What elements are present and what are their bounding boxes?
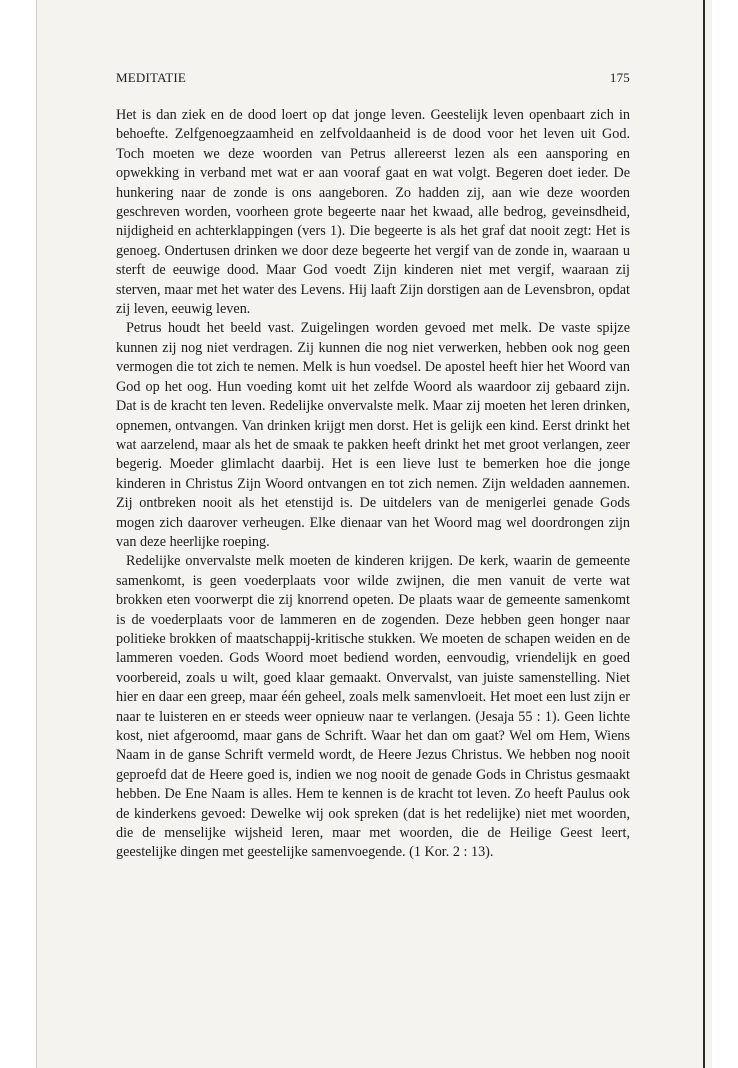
running-header-title: MEDITATIE [116, 70, 187, 85]
scan-left-margin [0, 0, 37, 1068]
scan-right-border-line [703, 0, 705, 1068]
paragraph: Het is dan ziek en de dood loert op dat jonge leven. Geestelijk leven openbaart zich in behoefte. Zelfgenoegzaamheid en zelfvoldaanheid is de dood voor het leven uit God. Toch moeten we deze woorden van Petrus allereerst lezen als een aansporing en opwekking in verband met wat er aan vooraf gaat en wat volgt. Begeren doet ieder. De hunkering naar de zonde is ons aangeboren. Zo hadden zij, aan wie deze woorden geschreven worden, voorheen grote begeerte naar het kwaad, alle bedrog, geveinsdheid, nijdigheid en achterklappingen (vers 1). Die begeerte is als het graf dat nooit zegt: Het is genoeg. Ondertusen drinken we door deze begeerte het vergif van de zonde in, waaraan u sterft de eeuwige dood. Maar God voedt Zijn kinderen niet met vergif, waaraan zij sterven, maar met het water des Levens. Hij laaft Zijn dorstigen aan de Levensbron, opdat zij leven, eeuwig leven. [116, 107, 630, 318]
body-text [116, 106, 630, 863]
paragraph: Petrus houdt het beeld vast. Zuigelingen worden gevoed met melk. De vaste spijze kunnen zij nog niet verdragen. Zij kunnen die nog niet verwerken, hebben ook nog geen vermogen die tot zich te nemen. Melk is hun voedsel. De apostel heeft hier het Woord van God op het oog. Hun voeding komt uit het zelfde Woord als waardoor zij gebaard zijn. Dat is de kracht ten leven. Redelijke onvervalste melk. Maar zij moeten het leren drinken, opnemen, ontvangen. Van drinken krijgt men dorst. Het is gelijk een kind. Eerst drinkt het wat aarzelend, maar als het de smaak te pakken heeft drinkt het met groot verlangen, zeer begerig. Moeder glimlacht daarbij. Het is een lieve lust te bemerken hoe die jonge kinderen in Christus Zijn Woord ontvangen en tot zich nemen. Zijn weldaden aannemen. Zij ontbreken nooit als het etenstijd is. De uitdelers van de menigerlei genade Gods mogen zich daarover verheugen. Elke dienaar van het Woord mag wel doordrongen zijn van deze heerlijke roeping. [116, 320, 630, 550]
page-header [116, 70, 630, 90]
page-number: 175 [609, 70, 630, 85]
scan-right-margin [712, 0, 738, 1068]
paragraph: Redelijke onvervalste melk moeten de kinderen krijgen. De kerk, waarin de gemeente samenkomt, is geen voederplaats voor wilde zwijnen, die men vanuit de verte wat brokken eten voorwerpt die zij knorrend opeten. De plaats waar de gemeente samenkomt is de voederplaats voor de lammeren en de zogenden. Deze hebben geen honger naar politieke brokken of maatschappij-kritische stukken. We moeten de schapen weiden en de lammeren voeden. Gods Woord moet bediend worden, eenvoudig, vriendelijk en goed voorbereid, zoals u wilt, goed klaar gemaakt. Onvervalst, van juiste samenstelling. Niet hier en daar een greep, maar één geheel, zoals melk samenvloeit. Het moet een lust zijn er naar te luisteren en er steeds weer opnieuw naar te verlangen. (Jesaja 55 : 1). Geen lichte kost, niet afgeroomd, maar gans de Schrift. Waar het dan om gaat? Wel om Hem, Wiens Naam in de ganse Schrift vermeld wordt, de Heere Jezus Christus. We hebben nog nooit geproefd dat de Heere goed is, indien we nog nooit de genade Gods in Christus gesmaakt hebben. De Ene Naam is alles. Hem te kennen is de kracht tot leven. Zo heeft Paulus ook de kinderkens gevoed: Dewelke wij ook spreken (dat is het redelijke) niet met woorden, die de menselijke wijsheid leren, maar met woorden, die de Heilige Geest leert, geestelijke dingen met geestelijke samenvoegende. (1 Kor. 2 : 13). [116, 553, 630, 861]
